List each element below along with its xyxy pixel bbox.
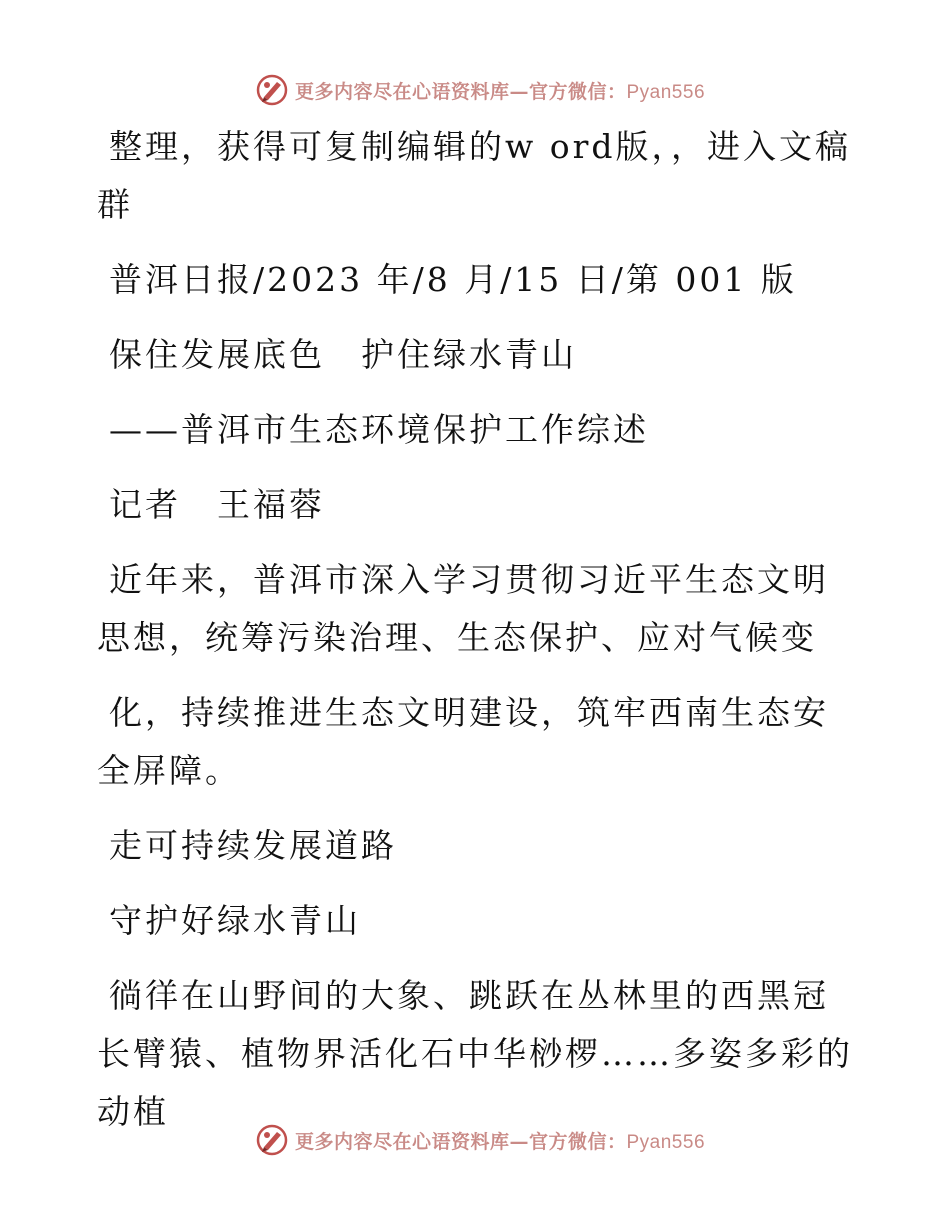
watermark-text [295, 1127, 705, 1154]
section-heading-line-2: 守护好绿水青山 [109, 901, 361, 940]
watermark-wechat-id: Pyan556 [626, 1131, 706, 1153]
paragraph-intro-note: 整理，获得可复制编辑的w ord版，，进入文稿群 [97, 127, 852, 224]
pen-logo-icon [255, 1123, 289, 1157]
paragraph-body-3: 徜徉在山野间的大象、跳跃在丛林里的西黑冠长臂猿、植物界活化石中华桫椤……多姿多彩的动植 [97, 976, 853, 1131]
article-byline: 记者 王福蓉 [109, 485, 325, 524]
article-title: 保住发展底色 护住绿水青山 [109, 335, 577, 374]
watermark-separator: — [509, 80, 529, 103]
document-body [97, 118, 857, 1158]
article-subtitle: ——普洱市生态环境保护工作综述 [109, 410, 649, 449]
watermark-wechat-label: 官方微信： [528, 1130, 627, 1153]
pen-logo-icon [255, 73, 289, 107]
paragraph-body-1: 近年来，普洱市深入学习贯彻习近平生态文明思想，统筹污染治理、生态保护、应对气候变 [97, 560, 829, 657]
footer-watermark [0, 1120, 950, 1160]
watermark-group [255, 1123, 705, 1157]
section-heading-line-1: 走可持续发展道路 [109, 826, 397, 865]
paragraph-body-2: 化，持续推进生态文明建设，筑牢西南生态安全屏障。 [97, 693, 829, 790]
watermark-site-text: 更多内容尽在心语资料库 [294, 1130, 510, 1153]
watermark-site-text: 更多内容尽在心语资料库 [294, 80, 510, 103]
watermark-wechat-label: 官方微信： [528, 80, 627, 103]
watermark-group [255, 73, 705, 107]
watermark-wechat-id: Pyan556 [626, 81, 706, 103]
header-watermark [0, 70, 950, 110]
paragraph-source-line: 普洱日报/2023 年/8 月/15 日/第 001 版 [109, 260, 797, 299]
watermark-separator: — [509, 1130, 529, 1153]
watermark-text [295, 77, 705, 104]
